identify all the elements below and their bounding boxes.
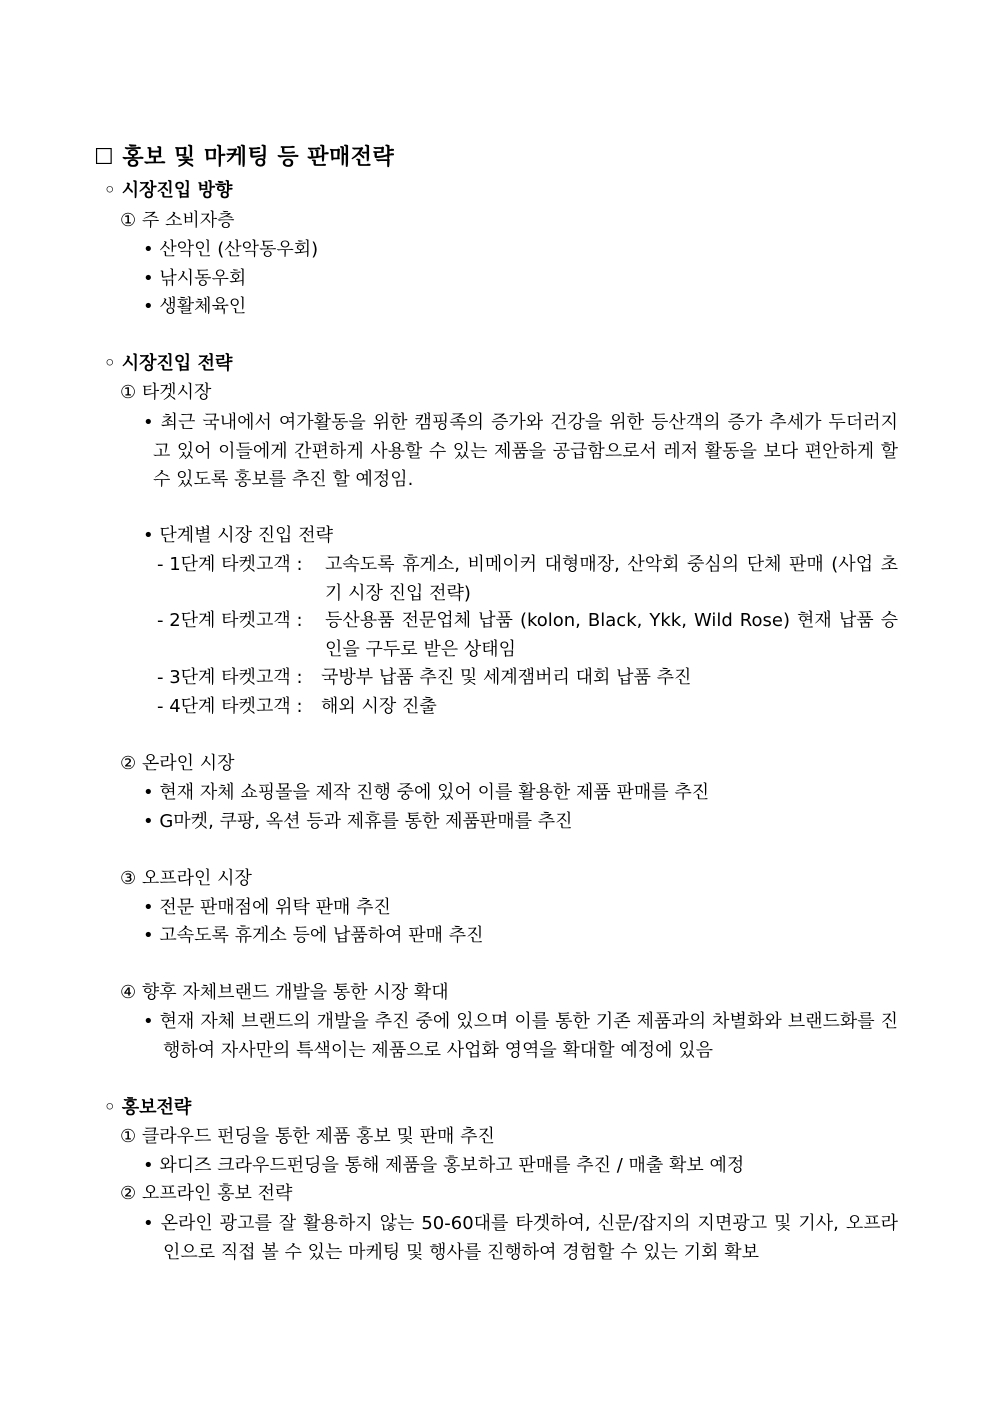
- item-offline-promotion: ② 오프라인 홍보 전략: [120, 1183, 293, 1204]
- paragraph-own-brand: • 현재 자체 브랜드의 개발을 추진 중에 있으며 이를 통한 기존 제품과의 차별화와 브랜드화를 진행하여 자사만의 특색이는 제품으로 사업화 영역을 확대할 예정에 있음: [143, 1011, 898, 1061]
- stage-3-label: - 3단계 타켓고객 :: [157, 667, 303, 688]
- stage-4-text: 해외 시장 진출: [321, 696, 437, 717]
- section-heading-market-entry-direction: ◦ 시장진입 방향: [104, 180, 233, 201]
- bullet-consumer-2: • 낚시동우회: [143, 268, 247, 289]
- item-online-market: ② 온라인 시장: [120, 753, 235, 774]
- bullet-consumer-3: • 생활체육인: [143, 296, 247, 317]
- bullet-online-1: • 현재 자체 쇼핑몰을 제작 진행 중에 있어 이를 활용한 제품 판매를 추진: [143, 782, 710, 803]
- stage-2-label: - 2단계 타켓고객 :: [157, 610, 303, 631]
- item-crowdfunding: ① 클라우드 펀딩을 통한 제품 홍보 및 판매 추진: [120, 1126, 495, 1147]
- stage-4-label: - 4단계 타켓고객 :: [157, 696, 303, 717]
- page-title: ☐ 홍보 및 마케팅 등 판매전략: [94, 145, 395, 170]
- bullet-offline-2: • 고속도록 휴게소 등에 납품하여 판매 추진: [143, 925, 484, 946]
- paragraph-target-market: • 최근 국내에서 여가활동을 위한 캠핑족의 증가와 건강을 위한 등산객의 증가 추세가 두더러지고 있어 이들에게 간편하게 사용할 수 있는 제품을 공급함으로서 레저 활동을 보다 편안하게 할 수 있도록 홍보를 추진 할 예정임.: [143, 412, 898, 491]
- item-main-consumers: ① 주 소비자층: [120, 210, 235, 231]
- bullet-stage-strategy: • 단계별 시장 진입 전략: [143, 525, 333, 546]
- bullet-crowdfunding: • 와디즈 크라우드펀딩을 통해 제품을 홍보하고 판매를 추진 / 매출 확보 예정: [143, 1155, 745, 1176]
- item-target-market: ① 타겟시장: [120, 382, 212, 403]
- section-heading-market-entry-strategy: ◦ 시장진입 전략: [104, 353, 233, 374]
- bullet-consumer-1: • 산악인 (산악동우회): [143, 239, 319, 260]
- bullet-offline-1: • 전문 판매점에 위탁 판매 추진: [143, 897, 391, 918]
- stage-3-text: 국방부 납품 추진 및 세계잼버리 대회 납품 추진: [321, 667, 692, 688]
- stage-1-label: - 1단계 타켓고객 :: [157, 554, 303, 575]
- bullet-online-2: • G마켓, 쿠팡, 옥션 등과 제휴를 통한 제품판매를 추진: [143, 811, 573, 832]
- item-offline-market: ③ 오프라인 시장: [120, 868, 252, 889]
- section-heading-promotion: ◦ 홍보전략: [104, 1097, 192, 1118]
- stage-1-text: 고속도록 휴게소, 비메이커 대형매장, 산악회 중심의 단체 판매 (사업 초기 시장 진입 전략): [325, 554, 898, 604]
- paragraph-offline-promotion: • 온라인 광고를 잘 활용하지 않는 50-60대를 타겟하여, 신문/잡지의 지면광고 및 기사, 오프라인으로 직접 볼 수 있는 마케팅 및 행사를 진행하여 경험할 수 있는 기회 확보: [143, 1213, 898, 1263]
- item-own-brand: ④ 향후 자체브랜드 개발을 통한 시장 확대: [120, 982, 449, 1003]
- stage-2-text: 등산용품 전문업체 납품 (kolon, Black, Ykk, Wild Rose) 현재 납품 승인을 구두로 받은 상태임: [325, 610, 898, 660]
